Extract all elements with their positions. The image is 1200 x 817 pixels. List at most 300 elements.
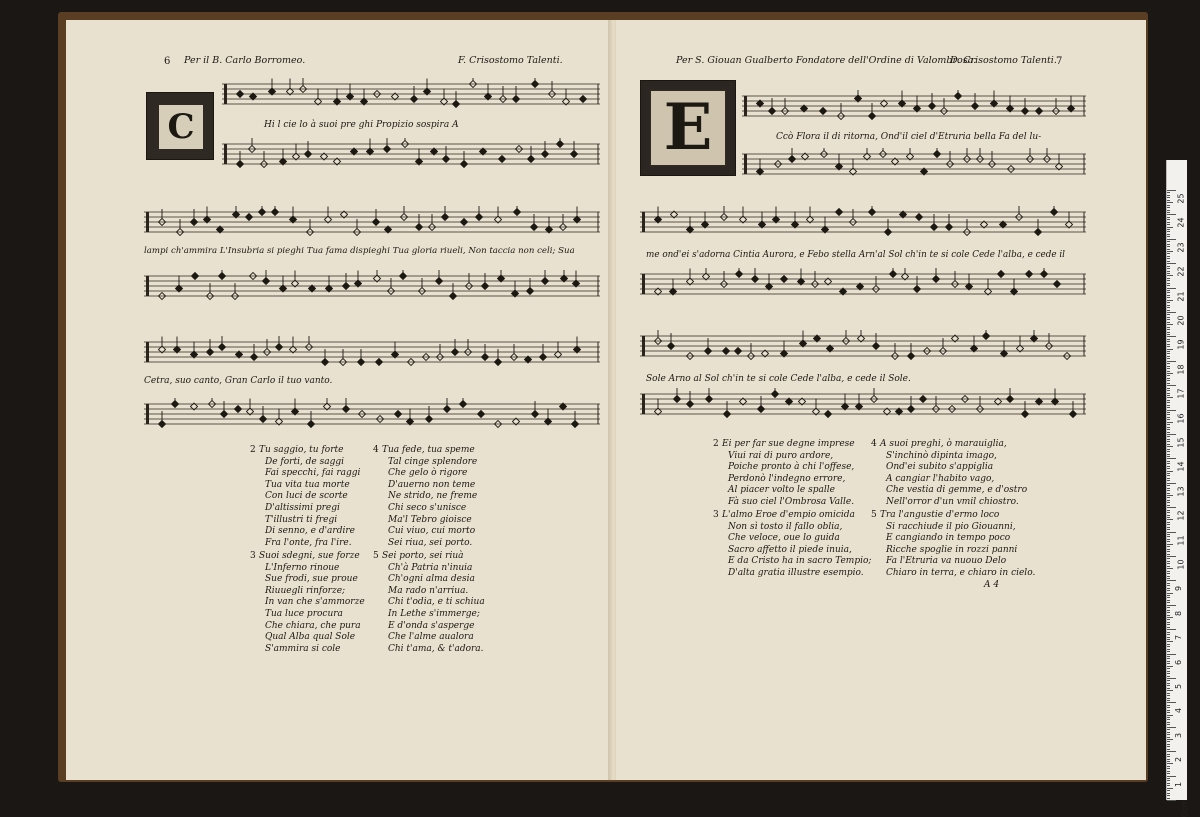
ruler-tick xyxy=(1167,785,1170,786)
ruler-tick xyxy=(1167,778,1170,779)
stanza-4: 4 Tua fede, tua speme Tal cinge splendore Che gelo ò rigore D'auerno non teme Ne strido, ne freme Chi seco s'unisce Ma'l Tebro gioisce Cui viuo, cui morto Sei riua, sei porto. xyxy=(373,445,478,548)
ruler-tick xyxy=(1167,378,1170,379)
ruler-tick xyxy=(1167,273,1170,274)
lyrics-line-1: Hi l cie lo à suoi pre ghi Propizio sospira A xyxy=(264,120,459,130)
ruler-tick xyxy=(1167,556,1176,557)
ruler-tick xyxy=(1167,229,1170,230)
ruler-tick xyxy=(1167,253,1170,254)
ruler-tick xyxy=(1167,617,1173,618)
ruler-tick xyxy=(1167,507,1176,508)
ruler-tick xyxy=(1167,744,1170,745)
stanza-4: 4 A suoi preghi, ò marauiglia, S'inchinò dipinta imago, Ond'ei subito s'appiglia A cangiar l'habito vago, Che vestia di gemme, e d'ostro Nell'orror d'un vmil chiostro. xyxy=(871,439,1028,507)
ruler-tick xyxy=(1167,468,1170,469)
ruler-tick xyxy=(1167,632,1170,633)
ruler-tick xyxy=(1167,217,1170,218)
ruler-tick xyxy=(1167,410,1176,411)
music-staff-4 xyxy=(640,268,1086,302)
ruler-tick xyxy=(1167,224,1170,225)
ruler-tick xyxy=(1167,580,1176,581)
ruler-tick xyxy=(1167,371,1170,372)
ruler-tick xyxy=(1167,222,1170,223)
ruler-tick xyxy=(1167,373,1173,374)
ruler-tick xyxy=(1167,397,1173,398)
ruler-tick xyxy=(1167,200,1170,201)
ruler-tick xyxy=(1167,280,1170,281)
stanza-3: 3 Suoi sdegni, sue forze L'Inferno rinoue Sue frodi, sue proue Riuuegli rinforze; In van che s'ammorze Tua luce procura Che chiara, che pura Qual Alba qual Sole S'ammira si cole xyxy=(250,551,365,654)
ruler-tick xyxy=(1167,495,1173,496)
ruler-tick xyxy=(1167,388,1170,389)
ruler-tick xyxy=(1167,717,1170,718)
ruler-tick xyxy=(1167,673,1170,674)
ruler-tick xyxy=(1167,544,1173,545)
ruler-tick xyxy=(1167,615,1170,616)
ruler-tick xyxy=(1167,695,1170,696)
stanza-5: 5 Tra l'angustie d'ermo loco Si racchiude il pio Giouanni, E cangiando in tempo poco Ricche spoglie in rozzi panni Fa l'Etruria va nuouo Delo Chiaro in terra, e chiaro in cielo. xyxy=(871,510,1036,578)
ruler-tick xyxy=(1167,424,1170,425)
ruler-tick xyxy=(1167,485,1170,486)
ruler-tick xyxy=(1167,456,1170,457)
ruler-label: 11 xyxy=(1176,535,1186,546)
music-staff-5 xyxy=(144,336,600,370)
ruler-tick xyxy=(1167,278,1170,279)
ruler-label: 20 xyxy=(1176,315,1186,326)
ruler-label: 6 xyxy=(1174,659,1184,665)
ruler-tick xyxy=(1167,441,1170,442)
ruler-tick xyxy=(1167,739,1173,740)
right-page xyxy=(616,20,1146,780)
ruler-tick xyxy=(1167,414,1170,415)
ruler-tick xyxy=(1167,683,1170,684)
ruler-tick xyxy=(1167,419,1170,420)
ruler-label: 24 xyxy=(1176,217,1186,228)
ruler-tick xyxy=(1167,515,1170,516)
ruler-tick xyxy=(1167,344,1170,345)
ruler-tick xyxy=(1167,327,1170,328)
ruler-tick xyxy=(1167,641,1173,642)
ruler-tick xyxy=(1167,680,1170,681)
ruler-tick xyxy=(1167,454,1170,455)
ruler-tick xyxy=(1167,541,1170,542)
ruler-tick xyxy=(1167,558,1170,559)
ruler-tick xyxy=(1167,566,1170,567)
ruler-tick xyxy=(1167,375,1170,376)
ruler-tick xyxy=(1167,358,1170,359)
ruler-tick xyxy=(1167,292,1170,293)
ruler-tick xyxy=(1167,346,1170,347)
ruler-tick xyxy=(1167,668,1170,669)
ruler-tick xyxy=(1167,190,1176,191)
music-staff-5 xyxy=(640,330,1086,364)
ruler-tick xyxy=(1167,488,1170,489)
ruler-tick xyxy=(1167,798,1170,799)
ruler-tick xyxy=(1167,602,1170,603)
ruler-tick xyxy=(1167,449,1170,450)
music-staff-2 xyxy=(742,148,1086,182)
lyrics-line-3: Sole Arno al Sol ch'in te si cole Cede l'alba, e cede il Sole. xyxy=(646,374,911,384)
ruler-tick xyxy=(1167,661,1170,662)
ruler-tick xyxy=(1167,783,1170,784)
ruler-tick xyxy=(1167,363,1170,364)
ruler-label: 5 xyxy=(1174,683,1184,690)
ruler-tick xyxy=(1167,268,1170,269)
ruler-tick xyxy=(1167,524,1170,525)
ruler-tick xyxy=(1167,793,1170,794)
ruler-tick xyxy=(1167,307,1170,308)
ruler-tick xyxy=(1167,527,1170,528)
ruler-tick xyxy=(1167,722,1170,723)
music-staff-3 xyxy=(144,206,600,240)
ruler-tick xyxy=(1167,471,1173,472)
ruler-tick xyxy=(1167,795,1170,796)
ruler-tick xyxy=(1167,639,1170,640)
ruler-tick xyxy=(1167,746,1170,747)
stanza-2: 2 Ei per far sue degne imprese Viui rai di puro ardore, Poiche pronto à chi l'offese, Perdonò l'indegno errore, Al piacer volto le spalle Fà suo ciel l'Ombrosa Valle. xyxy=(713,439,855,507)
ruler-tick xyxy=(1167,629,1176,630)
ruler-tick xyxy=(1167,656,1170,657)
ruler-tick xyxy=(1167,583,1170,584)
ruler-tick xyxy=(1167,563,1170,564)
ruler-tick xyxy=(1167,451,1170,452)
ruler-tick xyxy=(1167,295,1170,296)
ruler-tick xyxy=(1167,644,1170,645)
ruler-tick xyxy=(1167,593,1173,594)
ruler-tick xyxy=(1167,600,1170,601)
ruler-tick xyxy=(1167,519,1173,520)
ruler-tick xyxy=(1167,737,1170,738)
ruler-tick xyxy=(1167,429,1170,430)
ruler-tick xyxy=(1167,314,1170,315)
lyrics-line-2: me ond'ei s'adorna Cintia Aurora, e Febo stella Arn'al Sol ch'in te si cole Cede l'alba, e cede il xyxy=(646,250,1065,260)
ruler-tick xyxy=(1167,210,1170,211)
ruler-tick xyxy=(1167,776,1176,777)
ruler-tick xyxy=(1167,444,1170,445)
ruler-tick xyxy=(1167,239,1176,240)
music-staff-4 xyxy=(144,270,600,304)
ruler-tick xyxy=(1167,705,1170,706)
ruler-label: 1 xyxy=(1174,781,1184,787)
ruler-tick xyxy=(1167,595,1170,596)
ruler-tick xyxy=(1167,773,1170,774)
ruler-tick xyxy=(1167,732,1170,733)
ruler-tick xyxy=(1167,637,1170,638)
ruler-tick xyxy=(1167,336,1176,337)
ruler-label: 0cm xyxy=(1180,799,1190,817)
ruler-tick xyxy=(1167,197,1170,198)
ruler-tick xyxy=(1167,724,1170,725)
ruler-tick xyxy=(1167,302,1170,303)
ruler-tick xyxy=(1167,741,1170,742)
ruler-tick xyxy=(1167,490,1170,491)
ruler-tick xyxy=(1167,532,1176,533)
ruler-tick xyxy=(1167,300,1173,301)
ruler-tick xyxy=(1167,366,1170,367)
ruler-label: 14 xyxy=(1176,461,1186,472)
ruler-tick xyxy=(1167,771,1170,772)
ruler-tick xyxy=(1167,568,1173,569)
page-number: 7 xyxy=(1056,56,1063,67)
ruler-tick xyxy=(1167,702,1176,703)
ruler-tick xyxy=(1167,285,1170,286)
ruler-tick xyxy=(1167,349,1173,350)
ruler-tick xyxy=(1167,251,1173,252)
ruler-tick xyxy=(1167,619,1170,620)
ruler-tick xyxy=(1167,549,1170,550)
ruler-tick xyxy=(1167,688,1170,689)
ruler-tick xyxy=(1167,610,1170,611)
ruler-tick xyxy=(1167,698,1170,699)
ruler-label: 15 xyxy=(1176,437,1186,448)
ruler-tick xyxy=(1167,393,1170,394)
initial-letter: C xyxy=(167,107,195,147)
ruler-tick xyxy=(1167,483,1176,484)
ruler-label: 17 xyxy=(1176,388,1186,399)
ruler-tick xyxy=(1167,380,1170,381)
ruler-label: 23 xyxy=(1176,242,1186,253)
ruler-tick xyxy=(1167,463,1170,464)
ruler-label: 9 xyxy=(1174,586,1184,592)
ruler-tick xyxy=(1167,710,1170,711)
ruler-tick xyxy=(1167,788,1173,789)
ruler-tick xyxy=(1167,227,1173,228)
ruler-tick xyxy=(1167,332,1170,333)
ruler-tick xyxy=(1167,551,1170,552)
ruler-label: 21 xyxy=(1176,291,1186,302)
decorated-initial xyxy=(146,92,214,160)
ruler-tick xyxy=(1167,690,1173,691)
ruler-tick xyxy=(1167,590,1170,591)
ruler-tick xyxy=(1167,283,1170,284)
ruler-tick xyxy=(1167,700,1170,701)
ruler-tick xyxy=(1167,578,1170,579)
measuring-ruler xyxy=(1166,160,1190,817)
running-header-left: Per S. Giouan Gualberto Fondatore dell'Ordine di Valombrosa. xyxy=(676,55,977,66)
left-page xyxy=(66,20,614,780)
ruler-tick xyxy=(1167,400,1170,401)
ruler-tick xyxy=(1167,405,1170,406)
ruler-tick xyxy=(1167,212,1170,213)
ruler-tick xyxy=(1167,461,1170,462)
ruler-tick xyxy=(1167,317,1170,318)
ruler-tick xyxy=(1167,622,1170,623)
ruler-tick xyxy=(1167,249,1170,250)
ruler-tick xyxy=(1167,529,1170,530)
ruler-tick xyxy=(1167,505,1170,506)
lyrics-line-2: lampi ch'ammira L'Insubria si pieghi Tua fama dispieghi Tua gloria riueli, Non taccia non celi; Sua xyxy=(144,246,575,256)
running-header-right: D. Crisostomo Talenti. xyxy=(950,55,1057,66)
ruler-label: 19 xyxy=(1176,339,1186,350)
ruler-label: 8 xyxy=(1174,610,1184,616)
lyrics-line-3: Cetra, suo canto, Gran Carlo il tuo vanto. xyxy=(144,376,333,386)
music-staff-3 xyxy=(640,206,1086,240)
ruler-tick xyxy=(1167,612,1170,613)
ruler-tick xyxy=(1167,734,1170,735)
ruler-tick xyxy=(1167,205,1170,206)
ruler-tick xyxy=(1167,246,1170,247)
ruler-tick xyxy=(1167,395,1170,396)
ruler-tick xyxy=(1167,607,1170,608)
music-staff-1 xyxy=(222,78,600,112)
ruler-tick xyxy=(1167,658,1170,659)
ruler-tick xyxy=(1167,368,1170,369)
ruler-tick xyxy=(1167,432,1170,433)
ruler-tick xyxy=(1167,727,1176,728)
ruler-tick xyxy=(1167,290,1170,291)
ruler-tick xyxy=(1167,693,1170,694)
ruler-tick xyxy=(1167,790,1170,791)
ruler-tick xyxy=(1167,729,1170,730)
ruler-label: 13 xyxy=(1176,486,1186,497)
ruler-tick xyxy=(1167,800,1176,801)
ruler-tick xyxy=(1167,588,1170,589)
ruler-tick xyxy=(1167,666,1173,667)
running-header-left: Per il B. Carlo Borromeo. xyxy=(184,55,306,66)
ruler-tick xyxy=(1167,385,1176,386)
ruler-tick xyxy=(1167,466,1170,467)
ruler-tick xyxy=(1167,663,1170,664)
ruler-tick xyxy=(1167,436,1170,437)
ruler-tick xyxy=(1167,493,1170,494)
ruler-tick xyxy=(1167,517,1170,518)
ruler-tick xyxy=(1167,500,1170,501)
ruler-tick xyxy=(1167,554,1170,555)
ruler-tick xyxy=(1167,202,1173,203)
ruler-tick xyxy=(1167,329,1170,330)
lyrics-line-1: Ccò Flora il di ritorna, Ond'il ciel d'Etruria bella Fa del lu- xyxy=(776,132,1042,142)
ruler-tick xyxy=(1167,597,1170,598)
ruler-tick xyxy=(1167,275,1173,276)
ruler-tick xyxy=(1167,458,1176,459)
ruler-tick xyxy=(1167,383,1170,384)
ruler-tick xyxy=(1167,768,1170,769)
ruler-tick xyxy=(1167,534,1170,535)
ruler-tick xyxy=(1167,624,1170,625)
ruler-tick xyxy=(1167,297,1170,298)
ruler-tick xyxy=(1167,473,1170,474)
ruler-tick xyxy=(1167,763,1173,764)
stanza-2: 2 Tu saggio, tu forte De forti, de saggi Fai specchi, fai raggi Tua vita tua morte Con luci de scorte D'altissimi pregi T'illustri ti fregi Di senno, e d'ardire Fra l'onte, fra l'ire. xyxy=(250,445,361,548)
ruler-tick xyxy=(1167,715,1173,716)
ruler-tick xyxy=(1167,219,1170,220)
music-staff-6 xyxy=(640,388,1086,422)
ruler-tick xyxy=(1167,263,1176,264)
ruler-tick xyxy=(1167,646,1170,647)
ruler-tick xyxy=(1167,241,1170,242)
ruler-label: 25 xyxy=(1176,193,1186,204)
ruler-tick xyxy=(1167,422,1173,423)
ruler-tick xyxy=(1167,649,1170,650)
ruler-tick xyxy=(1167,334,1170,335)
music-staff-6 xyxy=(144,398,600,432)
ruler-tick xyxy=(1167,627,1170,628)
ruler-tick xyxy=(1167,207,1170,208)
ruler-tick xyxy=(1167,427,1170,428)
ruler-tick xyxy=(1167,678,1176,679)
ruler-tick xyxy=(1167,634,1170,635)
ruler-tick xyxy=(1167,676,1170,677)
ruler-label: 10 xyxy=(1176,559,1186,570)
ruler-tick xyxy=(1167,305,1170,306)
ruler-label: 2 xyxy=(1174,757,1184,763)
ruler-label: 12 xyxy=(1176,510,1186,521)
ruler-tick xyxy=(1167,539,1170,540)
initial-letter: E xyxy=(663,90,713,165)
ruler-tick xyxy=(1167,353,1170,354)
ruler-tick xyxy=(1167,356,1170,357)
ruler-tick xyxy=(1167,234,1170,235)
decorated-initial xyxy=(640,80,736,176)
ruler-tick xyxy=(1167,671,1170,672)
ruler-tick xyxy=(1167,402,1170,403)
music-staff-1 xyxy=(742,90,1086,124)
ruler-tick xyxy=(1167,214,1176,215)
ruler-label: 22 xyxy=(1176,266,1186,277)
ruler-label: 4 xyxy=(1174,708,1184,714)
ruler-tick xyxy=(1167,766,1170,767)
ruler-tick xyxy=(1167,446,1173,447)
ruler-tick xyxy=(1167,685,1170,686)
ruler-tick xyxy=(1167,654,1176,655)
ruler-tick xyxy=(1167,576,1170,577)
ruler-tick xyxy=(1167,719,1170,720)
ruler-tick xyxy=(1167,256,1170,257)
ruler-tick xyxy=(1167,651,1170,652)
ruler-tick xyxy=(1167,339,1170,340)
stanza-3: 3 L'almo Eroe d'empio omicida Non sì tosto il fallo oblia, Che veloce, oue lo guida Sacro affetto il piede inuia, E da Cristo ha in sacro Tempio; D'alta gratia illustre esempio. xyxy=(713,510,872,578)
ruler-tick xyxy=(1167,258,1170,259)
ruler-tick xyxy=(1167,573,1170,574)
ruler-tick xyxy=(1167,502,1170,503)
ruler-tick xyxy=(1167,756,1170,757)
ruler-label: 18 xyxy=(1176,364,1186,375)
ruler-tick xyxy=(1167,434,1176,435)
running-header-right: F. Crisostomo Talenti. xyxy=(458,55,563,66)
ruler-tick xyxy=(1167,351,1170,352)
ruler-label: 7 xyxy=(1174,635,1184,641)
ruler-tick xyxy=(1167,759,1170,760)
ruler-tick xyxy=(1167,439,1170,440)
ruler-tick xyxy=(1167,417,1170,418)
ruler-tick xyxy=(1167,231,1170,232)
ruler-tick xyxy=(1167,271,1170,272)
ruler-tick xyxy=(1167,536,1170,537)
catchword: A 4 xyxy=(984,580,1000,590)
ruler-tick xyxy=(1167,761,1170,762)
ruler-label: 3 xyxy=(1174,732,1184,738)
ruler-tick xyxy=(1167,390,1170,391)
ruler-tick xyxy=(1167,585,1170,586)
ruler-tick xyxy=(1167,310,1170,311)
ruler-tick xyxy=(1167,312,1176,313)
ruler-tick xyxy=(1167,754,1170,755)
ruler-tick xyxy=(1167,319,1170,320)
ruler-tick xyxy=(1167,236,1170,237)
ruler-tick xyxy=(1167,561,1170,562)
ruler-tick xyxy=(1167,192,1170,193)
ruler-tick xyxy=(1167,780,1170,781)
page-number: 6 xyxy=(164,56,171,67)
ruler-tick xyxy=(1167,195,1170,196)
stanza-5: 5 Sei porto, sei riuà Ch'à Patria n'inuia Ch'ogni alma desia Ma rado n'arriua. Chi t'odia, e ti schiua In Lethe s'immerge; E d'onda s'asperge Che l'alme aualora Chi t'ama, & t'adora. xyxy=(373,551,485,654)
ruler-tick xyxy=(1167,478,1170,479)
ruler-tick xyxy=(1167,261,1170,262)
ruler-tick xyxy=(1167,288,1176,289)
ruler-tick xyxy=(1167,751,1176,752)
ruler-tick xyxy=(1167,475,1170,476)
ruler-tick xyxy=(1167,322,1170,323)
ruler-tick xyxy=(1167,546,1170,547)
ruler-tick xyxy=(1167,712,1170,713)
ruler-tick xyxy=(1167,749,1170,750)
